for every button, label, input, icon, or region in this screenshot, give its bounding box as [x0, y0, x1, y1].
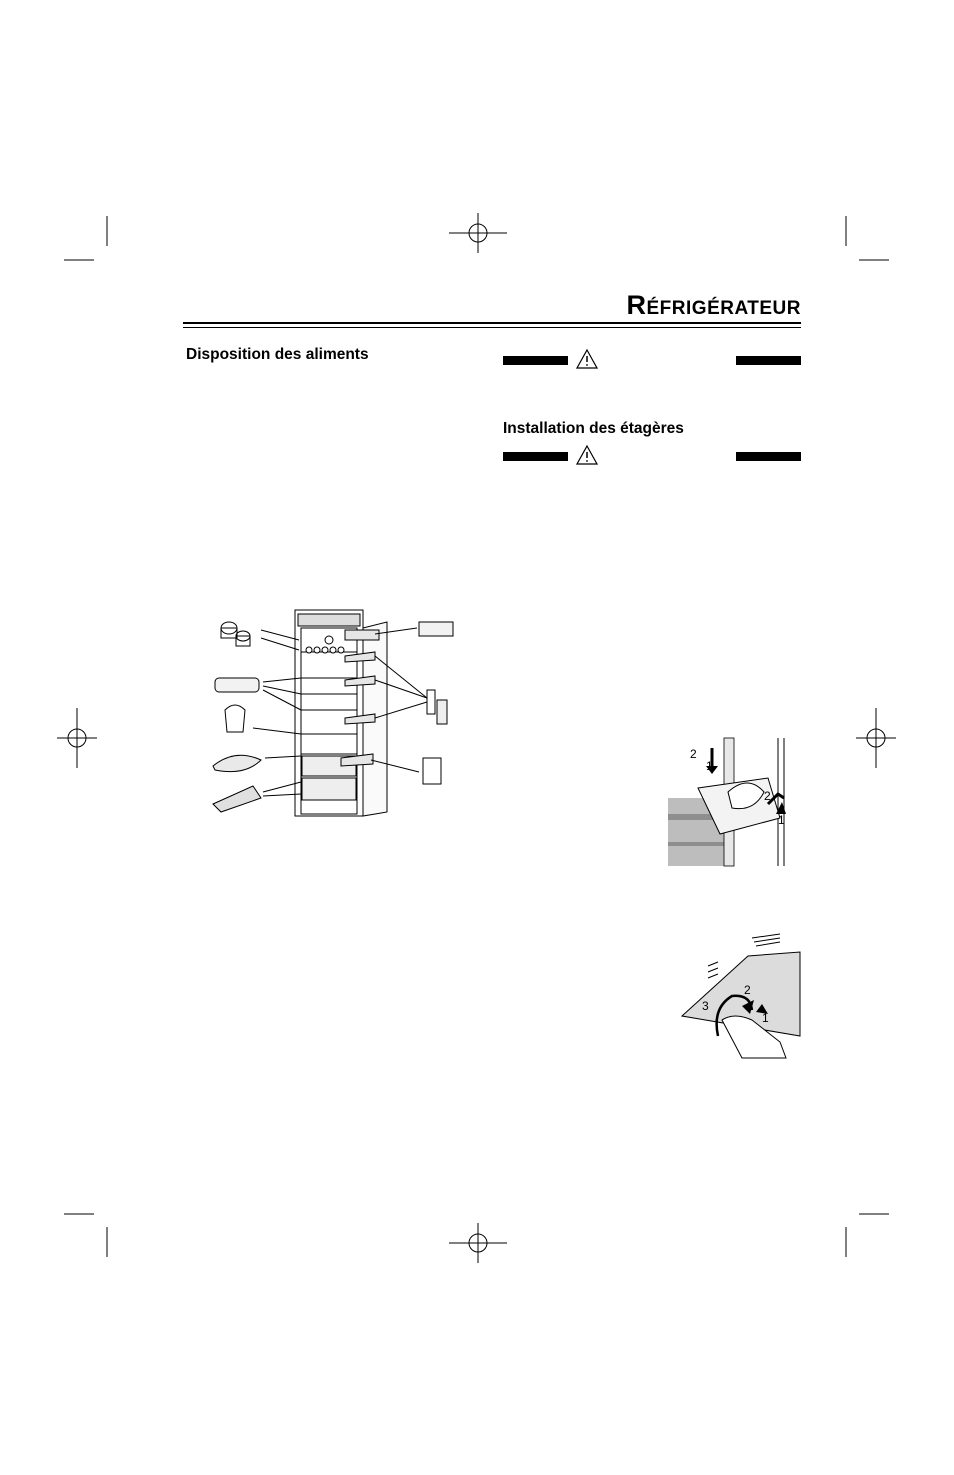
step-label: 1	[706, 759, 713, 773]
page-title: Réfrigérateur	[626, 290, 801, 320]
step-label: 2	[744, 983, 751, 997]
door-shelf-removal-illustration	[668, 738, 790, 866]
fridge-food-arrangement-illustration	[205, 600, 465, 825]
registration-target-bottom	[449, 1223, 507, 1263]
warning-bar-left	[503, 356, 568, 365]
step-label: 2	[690, 747, 697, 761]
registration-target-right	[856, 708, 896, 768]
warning-bar-right	[736, 452, 801, 461]
step-label: 3	[702, 999, 709, 1013]
glass-shelf-removal-illustration	[682, 930, 802, 1058]
warning-triangle-icon	[576, 445, 598, 465]
title-rule-thick	[183, 322, 801, 324]
registration-target-top	[449, 213, 507, 253]
warning-triangle-icon	[576, 349, 598, 369]
step-label: 1	[778, 813, 785, 827]
step-label: 1	[762, 1011, 769, 1025]
section-heading-shelf-installation: Installation des étagères	[503, 420, 684, 437]
warning-bar-left	[503, 452, 568, 461]
section-heading-food-arrangement: Disposition des aliments	[186, 346, 369, 363]
title-rule-thin	[183, 327, 801, 328]
warning-bar-right	[736, 356, 801, 365]
registration-target-left	[57, 708, 97, 768]
step-label: 2	[764, 789, 771, 803]
